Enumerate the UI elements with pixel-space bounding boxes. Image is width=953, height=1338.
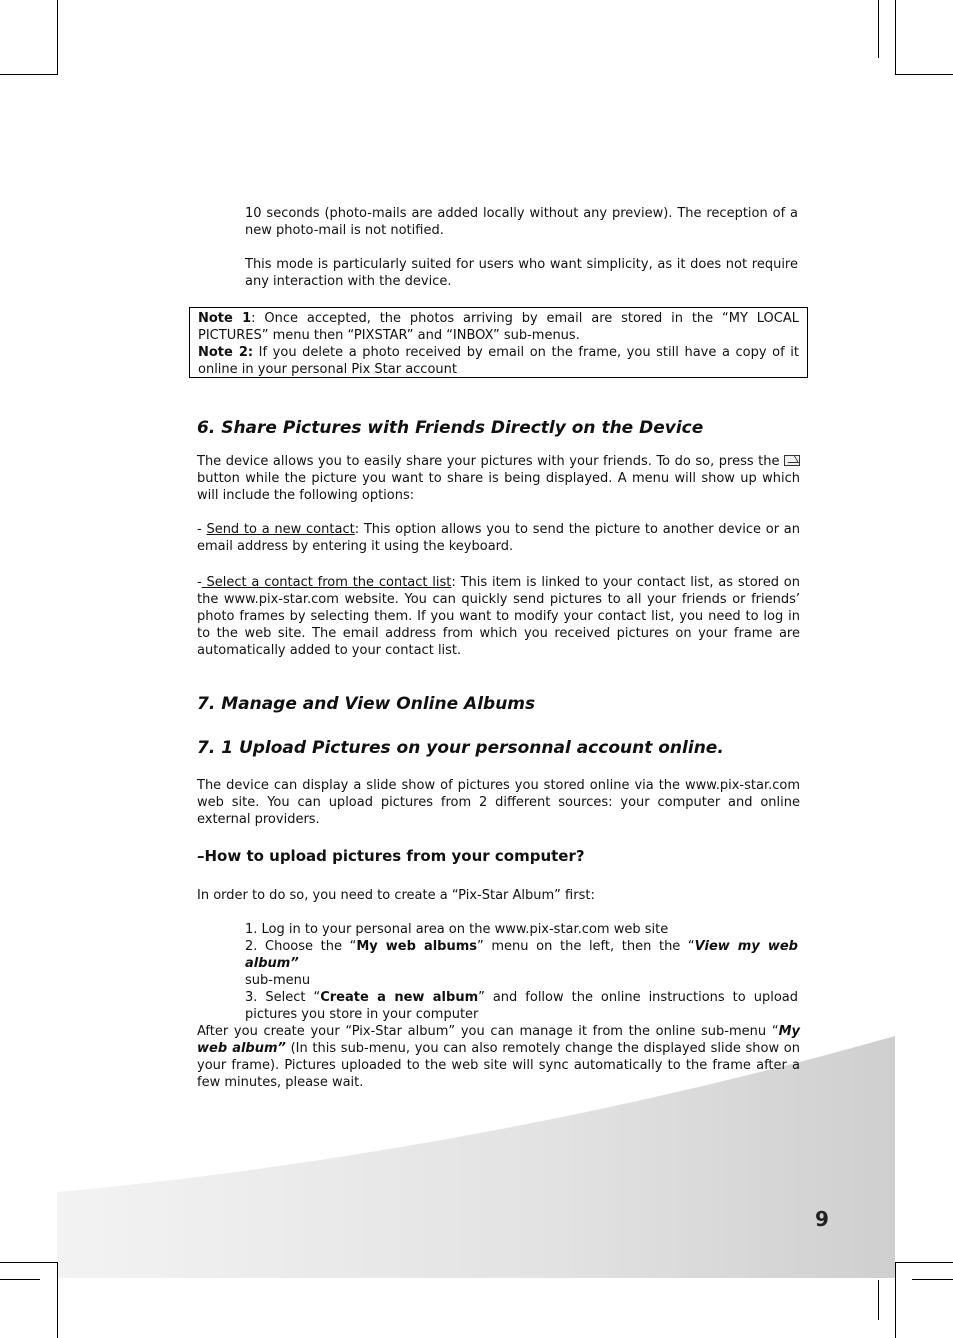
crop-mark (0, 1279, 40, 1280)
option2-text: : This item is linked to your contact list, as stored on the www.pix-star.com website. You can quickly send pictures to all your friends or friends’ photo frames by selecting them. If you want to modify your contact list, you need to log in to the web site. The email address from which you received pictures on your frame are automatically added to your contact list. (197, 575, 800, 658)
select-contact-link[interactable]: Select a contact from the contact list (201, 575, 452, 590)
crop-mark (912, 1279, 953, 1280)
howto-intro: In order to do so, you need to create a “Pix-Star Album” first: (197, 888, 595, 903)
crop-mark (57, 0, 58, 74)
step2-text-c: ” menu on the left, then the “ (477, 939, 695, 954)
section7-heading: 7. Manage and View Online Albums (197, 694, 536, 714)
after-text-a: After you create your “Pix-Star album” you can manage it from the online sub-menu “ (197, 1024, 779, 1039)
option-select-contact (197, 574, 800, 659)
step2-text-d: sub-menu (245, 973, 311, 988)
after-create-paragraph (197, 1023, 800, 1091)
after-text-c: (In this sub-menu, you can also remotely change the displayed slide show on your frame). Pictures uploaded to the web site will sync automatically to the frame after a few minutes, please wait. (197, 1041, 800, 1090)
note2-text: If you delete a photo received by email on the frame, you still have a copy of it online in your personal Pix Star account (198, 345, 799, 377)
crop-mark (895, 1262, 953, 1263)
continuation-paragraph: 10 seconds (photo-mails are added locally without any preview). The reception of a new photo-mail is not notified. (245, 206, 798, 238)
section7-1-heading: 7. 1 Upload Pictures on your personnal account online. (197, 738, 724, 758)
step-3 (245, 989, 798, 1023)
section6-heading: 6. Share Pictures with Friends Directly on the Device (197, 418, 704, 438)
section6-intro-paragraph (197, 453, 800, 504)
option1-text: : This option allows you to send the picture to another device or an email address by entering it using the keyboard. (197, 522, 801, 554)
step-1: 1. Log in to your personal area on the www.pix-star.com web site (245, 922, 669, 937)
section7-intro-paragraph: The device can display a slide show of pictures you stored online via the www.pix-star.com web site. You can upload pictures from 2 different sources: your computer and online external providers. (197, 778, 800, 827)
my-web-album-label: My web album” (197, 1024, 800, 1056)
mail-icon (784, 455, 800, 466)
crop-mark (0, 74, 58, 75)
note1-text: : Once accepted, the photos arriving by email are stored in the “MY LOCAL PICTURES” menu then “PIXSTAR” and “INBOX” sub-menus. (198, 311, 799, 343)
step2-text-a: 2. Choose the “ (245, 939, 357, 954)
crop-mark (57, 1262, 58, 1338)
option-send-new-contact (197, 521, 800, 555)
option1-dash: - (197, 522, 207, 537)
crop-mark (878, 1280, 879, 1320)
crop-mark (0, 1262, 58, 1263)
crop-mark (895, 1262, 896, 1338)
send-to-new-contact-link[interactable]: Send to a new contact (206, 522, 355, 537)
step3-text-a: 3. Select “ (245, 990, 321, 1005)
step-2 (245, 938, 798, 989)
note-box (189, 307, 808, 378)
section6-intro-a: The device allows you to easily share your pictures with your friends. To do so, press the (197, 454, 784, 469)
create-new-album-label: Create a new album (320, 990, 479, 1005)
note1-label: Note 1 (198, 311, 252, 326)
note2-label: Note 2: (198, 345, 254, 360)
my-web-albums-label: My web albums (356, 939, 478, 954)
crop-mark (878, 0, 879, 58)
steps-list (245, 921, 798, 1023)
howto-heading: –How to upload pictures from your computer? (197, 847, 585, 865)
crop-mark (895, 0, 896, 74)
section6-intro-b: button while the picture you want to share is being displayed. A menu will show up which will include the following options: (197, 471, 800, 503)
view-my-web-album-label: View my web album” (245, 939, 798, 971)
crop-mark (895, 74, 953, 75)
step3-text-c: ” and follow the online instructions to upload pictures you store in your computer (245, 990, 798, 1022)
page-number: 9 (815, 1207, 829, 1231)
mode-description-paragraph: This mode is particularly suited for users who want simplicity, as it does not require any interaction with the device. (245, 257, 798, 289)
option2-dash: - (197, 575, 202, 590)
